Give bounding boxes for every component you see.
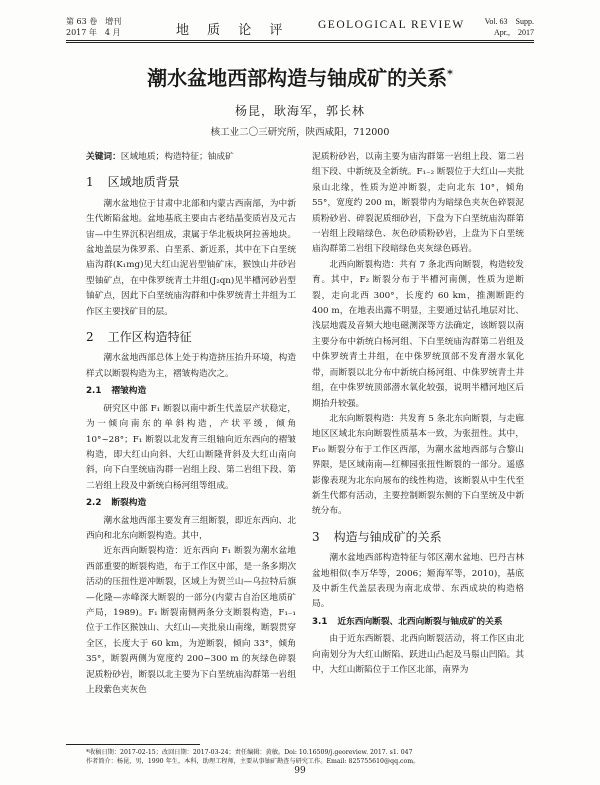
subsection-title: 近东西向断裂、北西向断裂与铀成矿的关系 bbox=[337, 616, 503, 627]
section-1-heading bbox=[86, 175, 296, 190]
keywords-text: 区域地质；构造特征；铀成矿 bbox=[120, 152, 234, 162]
left-column bbox=[86, 150, 296, 698]
section-2-heading bbox=[86, 330, 296, 345]
title-footnote-mark: * bbox=[447, 67, 453, 81]
header-vol-en: Vol. 63 Supp. bbox=[484, 17, 534, 26]
subsection-title: 断裂构造 bbox=[111, 498, 147, 509]
journal-name-cn: 地 质 论 评 bbox=[176, 23, 290, 38]
subsection-title: 褶皱构造 bbox=[111, 386, 147, 397]
footnote-line: 作者简介：杨昆，男，1990 年生，本科，助理工程师，主要从事铀矿勘查与研究工作。Email: 825755610@qq.com。 bbox=[86, 758, 420, 765]
paper-title bbox=[0, 62, 600, 91]
right-column bbox=[312, 150, 524, 678]
paragraph: 潮水盆地西部总体上处于构造挤压抬升环境，构造样式以断裂构造为主，褶皱构造次之。 bbox=[86, 353, 296, 379]
header-rule-thin bbox=[66, 42, 534, 43]
section-number: 2 bbox=[86, 330, 94, 345]
footnote-line: *收稿日期：2017-02-15；改回日期：2017-03-24；责任编辑：黄敏。Doi: 10.16509/j.georeview. 2017. s1. 047 bbox=[86, 749, 413, 756]
paragraph: 泥质粉砂岩，以南主要为庙沟群第一岩组上段、第二岩组下段、中新统及全新统。F₁₋₂ 断裂位于大红山—夹批泉山北缘，性质为逆冲断裂，走向北东 10°，倾角 55°，宽度约 200 m，断裂带内为暗绿色夹灰色碎裂泥质粉砂岩、碎裂泥质细砂岩，下盘为下白垩统庙沟群第一岩组上段暗绿色、灰色砂质粉砂岩，上盘为下白垩统庙沟群第二岩组下段暗绿色夹灰绿色砾岩。 bbox=[312, 152, 524, 255]
authors: 杨昆，耿海军，郭长林 bbox=[234, 104, 365, 118]
subsection-3-1-heading bbox=[312, 615, 524, 630]
section-title: 工作区构造特征 bbox=[107, 330, 192, 345]
subsection-number: 2.2 bbox=[86, 498, 102, 509]
paragraph: 研究区中部 F₁ 断裂以南中新生代盖层产状稳定，为一倾向南东的单斜构造，产状平缓，倾角 10°~28°；F₁ 断裂以北发育三组轴向近东西向的褶皱构造，即大红山向斜、大红山断隆背斜及大红山南向斜，向下白垩统庙沟群一岩组上段、第二岩组下段、第二岩组上段及中新统白杨河组等组成。 bbox=[86, 403, 296, 491]
section-3-heading bbox=[312, 530, 524, 545]
subsection-2-1-heading bbox=[86, 384, 296, 399]
paragraph: 潮水盆地西部构造特征与邻区潮水盆地、巴丹吉林盆地相似(李万华等，2006；姬海军等，2010)，基底及中新生代盖层表现为南北成带、东西成块的构造格局。 bbox=[312, 553, 524, 610]
running-header bbox=[66, 16, 534, 40]
title-text: 潮水盆地西部构造与铀成矿的关系 bbox=[147, 66, 448, 90]
footnote-rule bbox=[66, 744, 200, 745]
section-title: 区域地质背景 bbox=[107, 175, 180, 190]
paragraph: 北东向断裂构造：共发育 5 条北东向断裂，与走廊地区区域北东向断裂性质基本一致，为张扭性。其中，F₁₀ 断裂分布于工作区西部，为潮水盆地西部与合黎山界限，是区域南南—红柳园张扭性断裂的一部分。遥感影像表现为北东向展布的线性构造，该断裂从中生代至新生代都有活动，主要控制断裂东侧的下白垩统及中新统分布。 bbox=[312, 413, 524, 517]
subsection-2-2-heading bbox=[86, 496, 296, 511]
header-rule bbox=[66, 40, 534, 41]
keywords bbox=[86, 150, 296, 165]
paragraph: 北西向断裂构造：共有 7 条北西向断裂，构造较发育。其中，F₂ 断裂分布于半槽河南侧，性质为逆断裂，走向北西 300°，长度约 60 km，推测断距约 400 m，在地表出露不明显，主要通过钻孔地层对比、浅层地震及音频大地电磁测深等方法确定，该断裂以南主要分布中新统白杨河组、下白垩统庙沟群第二岩组及中侏罗统青土井组，在中侏罗统顶部不发育潜水氧化带，而断裂以北分布中新统白杨河组、中侏罗统青土井组，在中侏罗统顶部潜水氧化较强，说明半槽河地区后期抬升较强。 bbox=[312, 259, 524, 409]
header-date-en: Apr., 2017 bbox=[494, 28, 534, 37]
paragraph: 由于近东西断裂、北西向断裂活动，将工作区由北向南划分为大红山断陷、跃进山凸起及马鬃山凹陷。其中，大红山断陷位于工作区北部，南界为 bbox=[312, 634, 524, 675]
header-volume-cn bbox=[66, 16, 121, 38]
affiliation: 核工业二〇三研究所，陕西咸阳，712000 bbox=[210, 127, 390, 138]
keywords-label: 关键词： bbox=[86, 152, 121, 162]
section-number: 1 bbox=[86, 175, 94, 190]
paragraph: 近东西向断裂构造：近东西向 F₁ 断裂为潮水盆地西部重要的断裂构造，布于工作区中部，是一条多期次活动的压扭性逆冲断裂，区域上为贺兰山—乌拉特后旗—化隆—赤峰深大断裂的一部分(内蒙古自治区地质矿产局，1989)。F₁ 断裂南侧两条分支断裂构造，F₁₋₁ 位于工作区猴蚀山、大红山—夹批泉山南缘，断裂贯穿全区，长度大于 60 km，为逆断裂，倾向 33°，倾角 35°，断裂两侧为宽度约 200~300 m 的灰绿色碎裂泥质粉砂岩，断裂以北主要为下白垩统庙沟群第一岩组上段紫色夹灰色 bbox=[86, 546, 296, 695]
header-vol-cn: 第 63 卷 增刊 bbox=[66, 17, 122, 26]
paragraph: 潮水盆地西部主要发育三组断裂，即近东西向、北西向和北东向断裂构造。其中， bbox=[86, 515, 296, 541]
journal-name-en: GEOLOGICAL REVIEW bbox=[318, 19, 465, 31]
header-volume-en bbox=[485, 16, 534, 38]
section-number: 3 bbox=[312, 529, 320, 544]
header-date-cn: 2017 年 4 月 bbox=[66, 28, 121, 37]
subsection-number: 2.1 bbox=[86, 386, 102, 397]
footnote bbox=[86, 748, 526, 766]
subsection-number: 3.1 bbox=[312, 616, 328, 627]
paragraph: 潮水盆地位于甘肃中北部和内蒙古西南部，为中新生代断陷盆地。盆地基底主要由古老结晶变质岩及元古宙—中生界沉积岩组成，隶属于华北板块阿拉善地块。盆地盖层为侏罗系、白垩系、新近系，其中在下白垩统庙沟群(K₁mg)见大红山泥岩型铀矿床，猴蚀山井砂岩型铀矿点，在中侏罗统青土井组(J₂qn)见半槽河砂岩型铀矿点，因此下白垩统庙沟群和中侏罗统青土井组为工作区主要找矿目的层。 bbox=[86, 198, 296, 317]
section-title: 构造与铀成矿的关系 bbox=[333, 529, 442, 544]
page-number: 99 bbox=[294, 766, 306, 776]
